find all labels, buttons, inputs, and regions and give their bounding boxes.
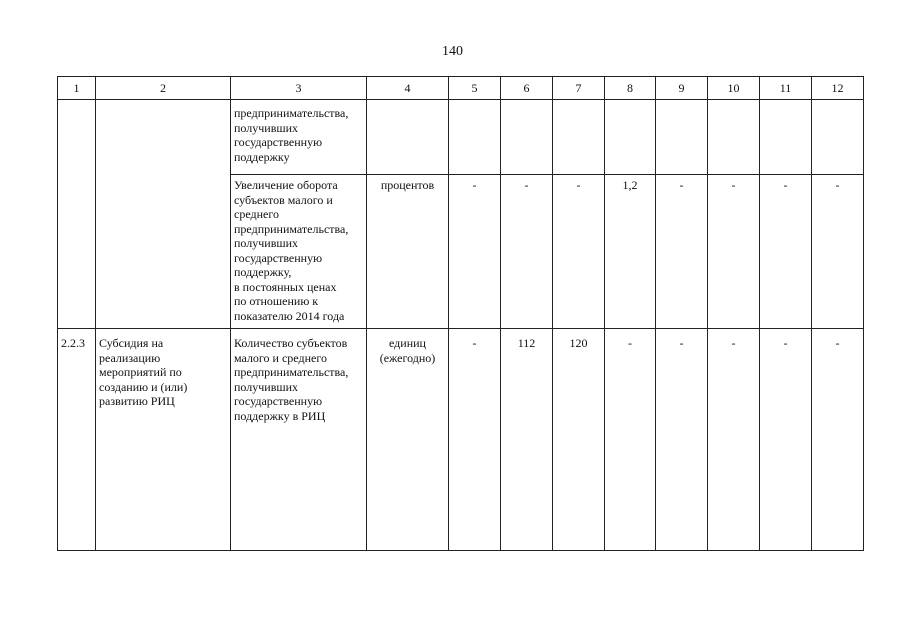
header-cell: 6 [501, 77, 553, 100]
indicator-cell: предпринимательства, получивших государственную поддержку [231, 100, 367, 175]
value-cell: - [449, 175, 501, 329]
value-cell: - [760, 175, 812, 329]
value-cell: - [656, 329, 708, 551]
value-cell [708, 100, 760, 175]
header-cell: 2 [96, 77, 231, 100]
header-cell: 12 [812, 77, 864, 100]
value-cell [553, 100, 605, 175]
event-name-cell [96, 100, 231, 329]
number-cell: 2.2.3 [58, 329, 96, 551]
value-cell: 1,2 [605, 175, 656, 329]
header-cell: 9 [656, 77, 708, 100]
value-cell: - [760, 329, 812, 551]
header-row [58, 77, 864, 100]
number-cell [58, 100, 96, 329]
header-cell: 5 [449, 77, 501, 100]
header-cell: 1 [58, 77, 96, 100]
page-number: 140 [442, 44, 463, 59]
value-cell [656, 100, 708, 175]
indicator-cell: Количество субъектов малого и среднего предпринимательства, получивших государственную поддержку в РИЦ [231, 329, 367, 551]
event-name-cell: Субсидия на реализацию мероприятий по созданию и (или) развитию РИЦ [96, 329, 231, 551]
value-cell: - [708, 329, 760, 551]
table-row [58, 100, 864, 175]
header-cell: 4 [367, 77, 449, 100]
table-row [58, 329, 864, 551]
value-cell [812, 100, 864, 175]
value-cell: - [656, 175, 708, 329]
value-cell: - [708, 175, 760, 329]
unit-cell: процентов [367, 175, 449, 329]
value-cell [501, 100, 553, 175]
value-cell: 112 [501, 329, 553, 551]
value-cell [760, 100, 812, 175]
header-cell: 8 [605, 77, 656, 100]
unit-cell [367, 100, 449, 175]
value-cell: - [449, 329, 501, 551]
value-cell: - [553, 175, 605, 329]
header-cell: 11 [760, 77, 812, 100]
header-cell: 10 [708, 77, 760, 100]
header-cell: 3 [231, 77, 367, 100]
value-cell: - [501, 175, 553, 329]
indicator-cell: Увеличение оборота субъектов малого и среднего предпринимательства, получивших государственную поддержку, в постоянных ценах по отношению к показателю 2014 года [231, 175, 367, 329]
value-cell: - [812, 175, 864, 329]
data-table [57, 76, 864, 551]
value-cell: - [605, 329, 656, 551]
unit-cell: единиц (ежегодно) [367, 329, 449, 551]
value-cell [449, 100, 501, 175]
value-cell [605, 100, 656, 175]
header-cell: 7 [553, 77, 605, 100]
value-cell: - [812, 329, 864, 551]
value-cell: 120 [553, 329, 605, 551]
